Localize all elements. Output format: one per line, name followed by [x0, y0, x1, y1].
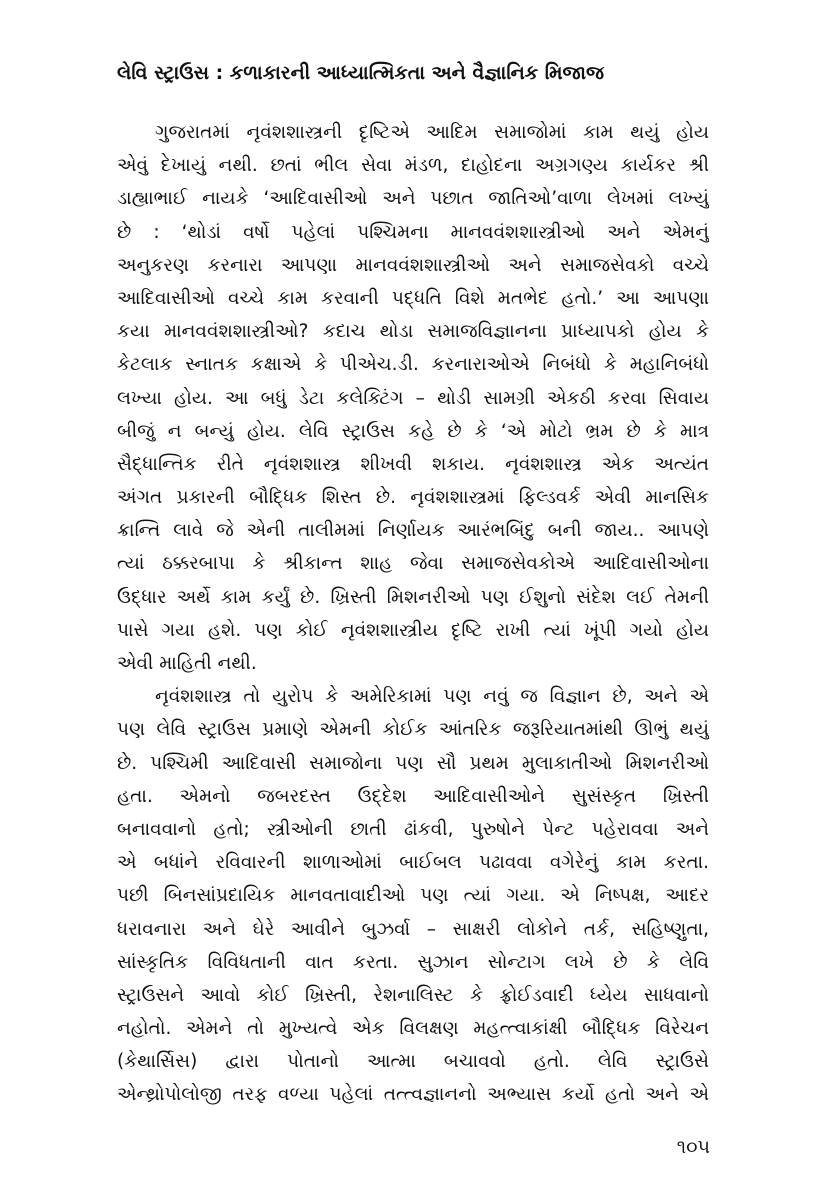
- text-line: બીજું ન બન્યું હોય. લેવિ સ્ટ્રાઉસ કહે છે કે ‘એ મોટો ભ્રમ છે કે માત્ર: [117, 420, 709, 442]
- text-line: ઉદ્ધાર અર્થે કામ કર્યું છે. ખ્રિસ્તી મિશનરીઓ પણ ઈશુનો સંદેશ લઈ તેમની: [117, 586, 709, 608]
- text-line: અંગત પ્રકારની બૌદ્ધિક શિસ્ત છે. નૃવંશશાસ્ત્રમાં ફિલ્ડવર્ક એવી માનસિક: [117, 487, 709, 509]
- text-line: છે. પશ્ચિમી આદિવાસી સમાજોના પણ સૌ પ્રથમ મુલાકાતીઓ મિશનરીઓ: [117, 752, 709, 774]
- text-line: બનાવવાનો હતો; સ્ત્રીઓની છાતી ઢાંકવી, પુરુષોને પેન્ટ પહેરાવવા અને: [117, 818, 709, 840]
- text-line: લખ્યા હોય. આ બધું ડેટા કલેક્ટિંગ – થોડી સામગ્રી એકઠી કરવા સિવાય: [117, 387, 709, 409]
- paragraph-1: [117, 116, 709, 680]
- text-line: (કેથાર્સિસ) દ્વારા પોતાનો આત્મા બચાવવો હતો. લેવિ સ્ટ્રાઉસે: [117, 1051, 709, 1073]
- running-head: લેવિ સ્ટ્રાઉસ : કળાકારની આધ્યાત્મિકતા અને વૈજ્ઞાનિક મિજાજ: [117, 62, 604, 84]
- text-line: છે : ‘થોડાં વર્ષો પહેલાં પશ્ચિમના માનવવંશશાસ્ત્રીઓ અને એમનું: [117, 221, 709, 243]
- text-line: પણ લેવિ સ્ટ્રાઉસ પ્રમાણે એમની કોઈક આંતરિક જરૂરિયાતમાંથી ઊભું થયું: [117, 719, 709, 741]
- text-line: ગુજરાતમાં નૃવંશશાસ્ત્રની દૃષ્ટિએ આદિમ સમાજોમાં કામ થયું હોય: [155, 122, 709, 143]
- text-line: નહોતો. એમને તો મુખ્યત્વે એક વિલક્ષણ મહત્ત્વાકાંક્ષી બૌદ્ધિક વિરેચન: [117, 1018, 709, 1040]
- text-line: સ્ટ્રાઉસને આવો કોઈ ખ્રિસ્તી, રેશનાલિસ્ટ કે ફ્રોઈડવાદી ધ્યેય સાધવાનો: [117, 984, 709, 1006]
- body-text: [117, 116, 709, 1112]
- text-line: સૈદ્ધાન્તિક રીતે નૃવંશશાસ્ત્ર શીખવી શકાય. નૃવંશશાસ્ત્ર એક અત્યંત: [117, 453, 709, 475]
- text-line: કયા માનવવંશશાસ્ત્રીઓ? કદાચ થોડા સમાજવિજ્ઞાનના પ્રાધ્યાપકો હોય કે: [117, 321, 709, 343]
- text-line: સાંસ્કૃતિક વિવિધતાની વાત કરતા. સુઝાન સોન્ટાગ લખે છે કે લેવિ: [117, 951, 709, 973]
- text-line: નૃવંશશાસ્ત્ર તો યુરોપ કે અમેરિકામાં પણ નવું જ વિજ્ઞાન છે, અને એ: [155, 686, 709, 708]
- text-line: પછી બિનસાંપ્રદાયિક માનવતાવાદીઓ પણ ત્યાં ગયા. એ નિષ્પક્ષ, આદર: [117, 885, 709, 907]
- text-line: હતા. એમનો જબરદસ્ત ઉદ્દેશ આદિવાસીઓને સુસંસ્કૃત ખ્રિસ્તી: [117, 785, 709, 807]
- text-line: એ બધાંને રવિવારની શાળાઓમાં બાઈબલ પઢાવવા વગેરેનું કામ કરતા.: [117, 852, 709, 874]
- text-line: ડાહ્યાભાઈ નાયકે ‘આદિવાસીઓ અને પછાત જાતિઓ’વાળા લેખમાં લખ્યું: [117, 188, 709, 210]
- page-number: ૧૦૫: [676, 1136, 710, 1158]
- text-line: એવું દેખાયું નથી. છતાં ભીલ સેવા મંડળ, દાહોદના અગ્રગણ્ય કાર્યકર શ્રી: [117, 155, 709, 177]
- text-line: ક્રાન્તિ લાવે જે એની તાલીમમાં નિર્ણાયક આરંભબિંદુ બની જાય.. આપણે: [117, 520, 709, 542]
- text-line: એવી માહિતી નથી.: [117, 653, 257, 674]
- text-line: કેટલાક સ્નાતક કક્ષાએ કે પીએચ.ડી. કરનારાઓએ નિબંધો કે મહાનિબંધો: [117, 354, 709, 376]
- text-line: ત્યાં ઠક્કરબાપા કે શ્રીકાન્ત શાહ જેવા સમાજસેવકોએ આદિવાસીઓના: [117, 553, 709, 575]
- text-line: આદિવાસીઓ વચ્ચે કામ કરવાની પદ્ધતિ વિશે મતભેદ હતો.’ આ આપણા: [117, 287, 709, 309]
- paragraph-2: [117, 680, 709, 1111]
- text-line: પાસે ગયા હશે. પણ કોઈ નૃવંશશાસ્ત્રીય દૃષ્ટિ રાખી ત્યાં ખૂંપી ગયો હોય: [117, 619, 709, 641]
- text-line: અનુકરણ કરનારા આપણા માનવવંશશાસ્ત્રીઓ અને સમાજસેવકો વચ્ચે: [117, 254, 709, 276]
- text-line: એન્થ્રોપોલોજી તરફ વળ્યા પહેલાં તત્ત્વજ્ઞાનનો અભ્યાસ કર્યો હતો અને એ: [117, 1084, 709, 1106]
- text-line: ધરાવનારા અને ઘેરે આવીને બુઝર્વા – સાક્ષરી લોકોને તર્ક, સહિષ્ણુતા,: [117, 918, 709, 940]
